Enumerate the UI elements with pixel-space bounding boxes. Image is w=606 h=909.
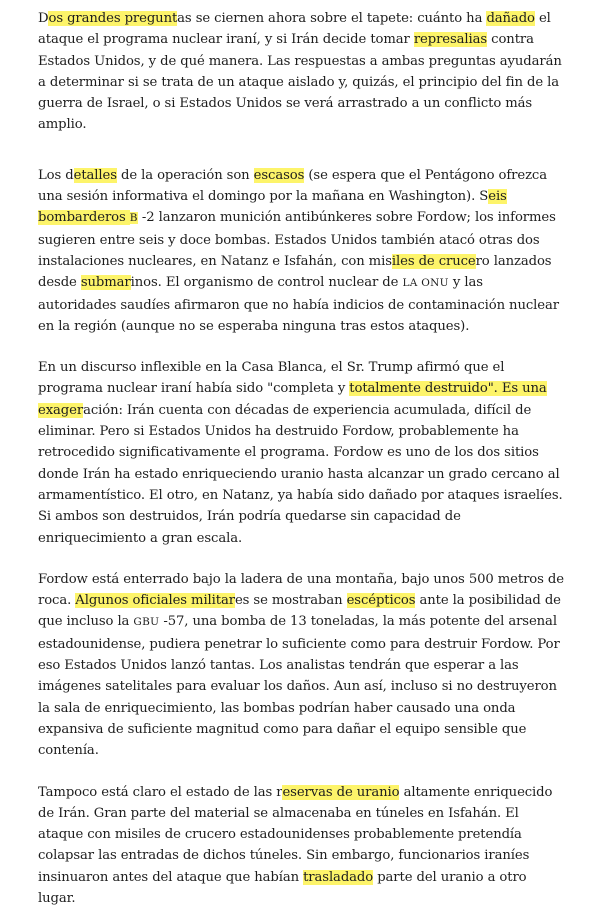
article-paragraph: [38, 782, 564, 909]
text-run: contra Estados Unidos, y de qué manera. Las respuestas a ambas preguntas ayudarán a determinar si se trata de un ataque aislado y, quizás, el principio del fin de la guerra de Israel, o si Estados Unidos se verá arrastrado a un conflicto más amplio.: [38, 32, 562, 132]
text-run: altamente enriquecido de Irán. Gran parte del material se almacenaba en túneles en Isfahán. El ataque con misiles de crucero estadounidenses probablemente pretendía colapsar las entradas de dichos túneles. Sin embargo, funcionarios iraníes insinuaron antes del ataque que habían: [38, 785, 552, 885]
highlighted-text: eis bombarderos: [38, 189, 507, 225]
highlighted-text: totalmente destruido". Es una exager: [38, 381, 547, 417]
highlighted-text: iles de cruce: [392, 254, 476, 269]
text-run: D: [38, 11, 48, 26]
text-run: inos. El organismo de control nuclear de: [131, 275, 403, 290]
highlighted-text: os grandes pregunt: [48, 11, 177, 26]
text-run: (se espera que el Pentágono ofrezca una sesión informativa el domingo por la mañana en Washington). S: [38, 168, 547, 204]
text-run: GBU: [133, 616, 159, 628]
highlighted-text: escépticos: [347, 593, 416, 608]
highlighted-text: eservas de uranio: [282, 785, 399, 800]
highlighted-text: represalias: [414, 32, 487, 47]
highlighted-text: escasos: [254, 168, 305, 183]
text-run: ante la posibilidad de que incluso la: [38, 593, 561, 629]
text-run: ación: Irán cuenta con décadas de experiencia acumulada, difícil de eliminar. Pero si Estados Unidos ha destruido Fordow, probablemente ha retrocedido significativamente el programa. Fordow es uno de los dos sitios donde Irán ha estado enriqueciendo uranio hasta alcanzar un grado cercano al armamentístico. El otro, en Natanz, ya había sido dañado por ataques israelíes. Si ambos son destruidos, Irán podría quedarse sin capacidad de enriquecimiento a gran escala.: [38, 403, 563, 546]
text-run: -57, una bomba de 13 toneladas, la más potente del arsenal estadounidense, pudiera penetrar lo suficiente como para destruir Fordow. Por eso Estados Unidos lanzó tantas. Los analistas tendrán que esperar a las imágenes satelitales para evaluar los daños. Aun así, incluso si no destruyeron la sala de enriquecimiento, las bombas podrían haber causado una onda expansiva de suficiente magnitud como para dañar el equipo sensible que contenía.: [38, 614, 560, 758]
text-run: de la operación son: [117, 168, 254, 183]
article-paragraph: [38, 357, 564, 549]
highlighted-text: Algunos oficiales militar: [75, 593, 235, 608]
text-run: es se mostraban: [235, 593, 347, 608]
text-run: ro lanzados desde: [38, 254, 551, 290]
highlighted-text: submar: [81, 275, 131, 290]
text-run: LA ONU: [402, 277, 448, 289]
text-run: parte del uranio a otro lugar.: [38, 870, 527, 906]
text-run: Tampoco está claro el estado de las r: [38, 785, 282, 800]
text-run: En un discurso inflexible en la Casa Blanca, el Sr. Trump afirmó que el programa nuclear iraní había sido "completa y: [38, 360, 504, 396]
highlighted-text: dañado: [486, 11, 534, 26]
text-run: as se ciernen ahora sobre el tapete: cuánto ha: [177, 11, 486, 26]
text-run: Los d: [38, 168, 74, 183]
article-paragraph: [38, 8, 564, 136]
article-body: [38, 8, 564, 909]
article-paragraph: [38, 165, 564, 337]
text-run: el ataque el programa nuclear iraní, y si Irán decide tomar: [38, 11, 551, 47]
highlighted-text: trasladado: [303, 870, 373, 885]
text-run: Fordow está enterrado bajo la ladera de una montaña, bajo unos 500 metros de roca.: [38, 572, 564, 608]
article-paragraph: [38, 569, 564, 762]
highlighted-text: B: [130, 212, 138, 224]
highlighted-text: etalles: [74, 168, 117, 183]
text-run: y las autoridades saudíes afirmaron que no había indicios de contaminación nuclear en la región (aunque no se esperaba ninguna tras estos ataques).: [38, 275, 559, 334]
text-run: -2 lanzaron munición antibúnkeres sobre Fordow; los informes sugieren entre seis y doce bombas. Estados Unidos también atacó otras dos instalaciones nucleares, en Natanz e Isfahán, con mis: [38, 210, 556, 269]
